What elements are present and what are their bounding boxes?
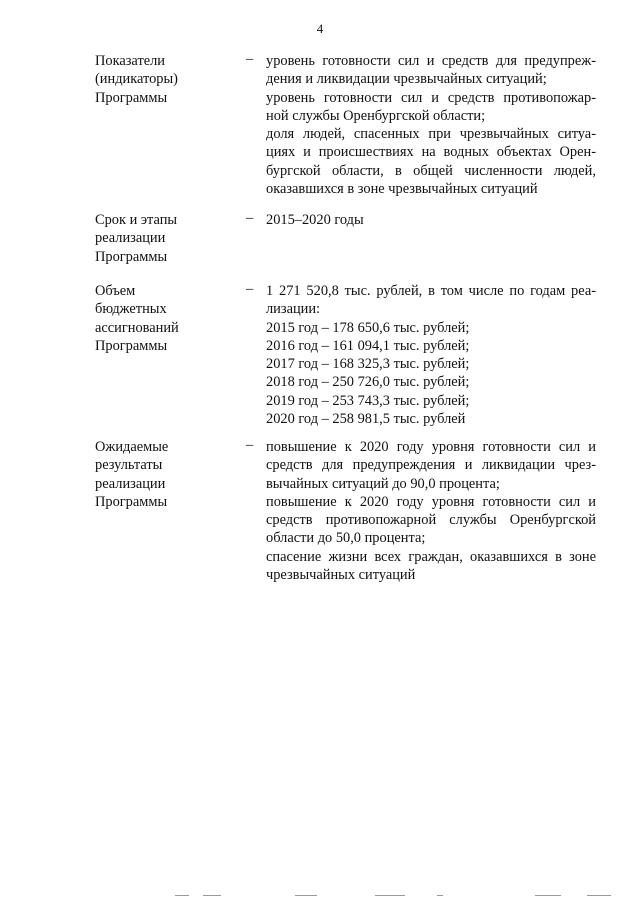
row-label [95, 282, 235, 355]
row-value-line: области до 50,0 процента; [266, 530, 426, 547]
row-dash: – [246, 51, 254, 67]
row-value-line: уровень готовности сил и средств для предупреж- [266, 53, 596, 69]
row-label-line: Объем [95, 283, 136, 299]
page-number: 4 [316, 21, 324, 36]
row-value-line: лизации: [266, 301, 321, 318]
row-dash: – [246, 281, 254, 297]
row-value-line: циях и происшествиях на водных объектах Орен- [266, 144, 596, 161]
row-label-line: Программы [95, 337, 168, 354]
row-value-line: повышение к 2020 году уровня готовности сил и [266, 493, 596, 510]
row-label-line: Срок и этапы [95, 212, 178, 228]
row-value-line: 2015 год – 178 650,6 тыс. рублей; [266, 319, 470, 336]
row-value-line: дения и ликвидации чрезвычайных ситуаций; [266, 71, 547, 88]
footer-scan-marks [175, 893, 615, 899]
row-value-line: повышение к 2020 году уровня готовности сил и [266, 439, 596, 455]
row-value-line: 2018 год – 250 726,0 тыс. рублей; [266, 374, 470, 391]
row-label-line: Программы [95, 248, 168, 265]
row-dash: – [246, 437, 254, 453]
row-value-line: доля людей, спасенных при чрезвычайных ситуа- [266, 126, 596, 143]
row-label [95, 211, 235, 266]
row-value-line: средств противопожарной службы Оренбургской [266, 512, 596, 529]
row-label-line: реализации [95, 475, 166, 492]
row-value-line: 2019 год – 253 743,3 тыс. рублей; [266, 392, 470, 409]
row-value-line: средств для предупреждения и ликвидации чрез- [266, 457, 596, 474]
row-value-line: чрезвычайных ситуаций [266, 567, 416, 584]
row-value [266, 211, 596, 229]
row-value [266, 282, 596, 428]
row-value-line: 2015–2020 годы [266, 212, 364, 228]
row-label [95, 52, 235, 107]
row-label-line: результаты [95, 457, 163, 474]
row-label [95, 438, 235, 511]
row-value [266, 52, 596, 198]
row-dash: – [246, 210, 254, 226]
row-value-line: спасение жизни всех граждан, оказавшихся в зоне [266, 548, 596, 565]
row-value-line: 2020 год – 258 981,5 тыс. рублей [266, 411, 466, 428]
row-value-line: бургской области, в общей численности людей, [266, 162, 596, 179]
row-label-line: Программы [95, 493, 168, 510]
row-label-line: Ожидаемые [95, 439, 169, 455]
row-value-line: оказавшихся в зоне чрезвычайных ситуаций [266, 181, 538, 198]
row-label-line: реализации [95, 230, 166, 247]
row-value-line: 1 271 520,8 тыс. рублей, в том числе по годам реа- [266, 283, 596, 299]
row-value-line: ной службы Оренбургской области; [266, 107, 486, 124]
row-label-line: Программы [95, 89, 168, 106]
row-value-line: вычайных ситуаций до 90,0 процента; [266, 475, 500, 492]
row-value-line: 2016 год – 161 094,1 тыс. рублей; [266, 337, 470, 354]
row-label-line: бюджетных [95, 301, 167, 318]
row-value-line: 2017 год – 168 325,3 тыс. рублей; [266, 356, 470, 373]
row-value-line: уровень готовности сил и средств противопожар- [266, 89, 596, 106]
row-label-line: Показатели [95, 53, 166, 69]
row-label-line: ассигнований [95, 319, 179, 336]
row-label-line: (индикаторы) [95, 71, 178, 88]
row-value [266, 438, 596, 584]
